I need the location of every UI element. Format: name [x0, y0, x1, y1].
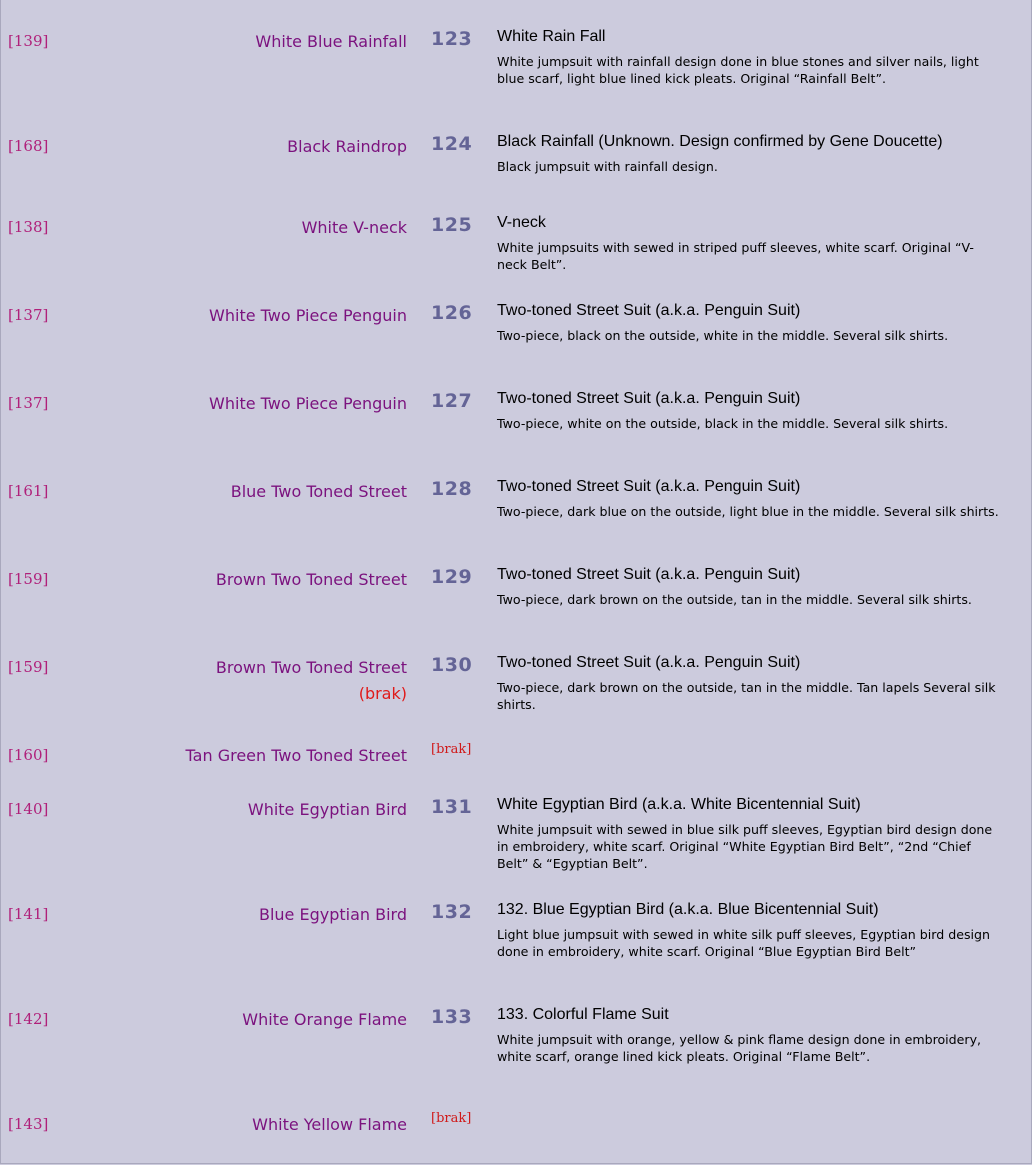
- item-number: 132: [431, 901, 473, 923]
- costume-name: Brown Two Toned Street: [215, 570, 407, 589]
- missing-marker: [brak]: [431, 1111, 472, 1126]
- costume-name: White Egyptian Bird: [247, 800, 407, 819]
- costume-name: White Two Piece Penguin: [209, 394, 407, 413]
- costume-name: Blue Egyptian Bird: [258, 905, 407, 924]
- item-description: White jumpsuit with orange, yellow & pink flame design done in embroidery, white scarf, orange lined kick pleats. Original “Flame Belt”.: [497, 1032, 982, 1064]
- missing-marker: [brak]: [431, 742, 472, 757]
- item-description: Two-piece, dark brown on the outside, tan in the middle. Several silk shirts.: [497, 592, 972, 607]
- item-title: 132. Blue Egyptian Bird (a.k.a. Blue Bicentennial Suit): [497, 901, 879, 918]
- item-title: White Rain Fall: [497, 28, 606, 45]
- item-title: Two-toned Street Suit (a.k.a. Penguin Suit): [497, 302, 801, 319]
- item-description: White jumpsuit with sewed in blue silk puff sleeves, Egyptian bird design done in embroidery, white scarf. Original “White Egyptian Bird Belt”, “2nd “Chief Belt” & “Egyptian Belt”.: [497, 822, 993, 871]
- item-description: Light blue jumpsuit with sewed in white silk puff sleeves, Egyptian bird design done in embroidery, white scarf. Original “Blue Egyptian Bird Belt”: [497, 927, 991, 959]
- item-title: White Egyptian Bird (a.k.a. White Bicentennial Suit): [497, 796, 861, 813]
- costume-name: White Yellow Flame: [252, 1115, 407, 1134]
- costume-name: White V-neck: [301, 218, 407, 237]
- item-description: Two-piece, dark brown on the outside, tan in the middle. Tan lapels Several silk shirts.: [497, 680, 996, 712]
- item-number: 124: [431, 133, 473, 155]
- reference-link[interactable]: [160]: [8, 746, 49, 764]
- costume-name: Blue Two Toned Street: [230, 482, 407, 501]
- item-number: 126: [431, 302, 473, 324]
- item-description: Two-piece, dark blue on the outside, light blue in the middle. Several silk shirts.: [497, 504, 999, 519]
- item-number: 125: [431, 214, 473, 236]
- costume-name: Tan Green Two Toned Street: [185, 746, 407, 765]
- costume-name: Black Raindrop: [287, 137, 407, 156]
- costume-name: White Blue Rainfall: [255, 32, 407, 51]
- reference-link[interactable]: [141]: [8, 905, 49, 923]
- item-number: 129: [431, 566, 473, 588]
- item-number: 133: [431, 1006, 473, 1028]
- item-number: 123: [431, 28, 473, 50]
- reference-link[interactable]: [161]: [8, 482, 49, 500]
- reference-link[interactable]: [140]: [8, 800, 49, 818]
- item-number: 130: [431, 654, 473, 676]
- item-title: V-neck: [497, 214, 546, 231]
- item-title: Two-toned Street Suit (a.k.a. Penguin Suit): [497, 390, 801, 407]
- reference-link[interactable]: [137]: [8, 394, 49, 412]
- costume-name: Brown Two Toned Street: [215, 658, 407, 677]
- item-description: Black jumpsuit with rainfall design.: [497, 159, 718, 174]
- item-title: Two-toned Street Suit (a.k.a. Penguin Suit): [497, 654, 801, 671]
- reference-link[interactable]: [168]: [8, 137, 49, 155]
- reference-link[interactable]: [137]: [8, 306, 49, 324]
- item-number: 131: [431, 796, 473, 818]
- costume-name: White Orange Flame: [242, 1010, 407, 1029]
- item-title: Two-toned Street Suit (a.k.a. Penguin Suit): [497, 478, 801, 495]
- item-description: White jumpsuit with rainfall design done in blue stones and silver nails, light blue scarf, light blue lined kick pleats. Original “Rainfall Belt”.: [497, 54, 979, 86]
- item-title: Two-toned Street Suit (a.k.a. Penguin Suit): [497, 566, 801, 583]
- reference-link[interactable]: [142]: [8, 1010, 49, 1028]
- reference-link[interactable]: [139]: [8, 32, 49, 50]
- reference-link[interactable]: [138]: [8, 218, 49, 236]
- reference-link[interactable]: [159]: [8, 570, 49, 588]
- item-number: 128: [431, 478, 473, 500]
- item-description: White jumpsuits with sewed in striped puff sleeves, white scarf. Original “V-neck Belt”.: [497, 240, 974, 272]
- item-title: Black Rainfall (Unknown. Design confirmed by Gene Doucette): [497, 133, 943, 150]
- costume-name: White Two Piece Penguin: [209, 306, 407, 325]
- item-number: 127: [431, 390, 473, 412]
- item-title: 133. Colorful Flame Suit: [497, 1006, 669, 1023]
- reference-link[interactable]: [143]: [8, 1115, 49, 1133]
- status-note: (brak): [358, 684, 407, 703]
- item-description: Two-piece, white on the outside, black in the middle. Several silk shirts.: [497, 416, 949, 431]
- item-description: Two-piece, black on the outside, white in the middle. Several silk shirts.: [497, 328, 949, 343]
- reference-link[interactable]: [159]: [8, 658, 49, 676]
